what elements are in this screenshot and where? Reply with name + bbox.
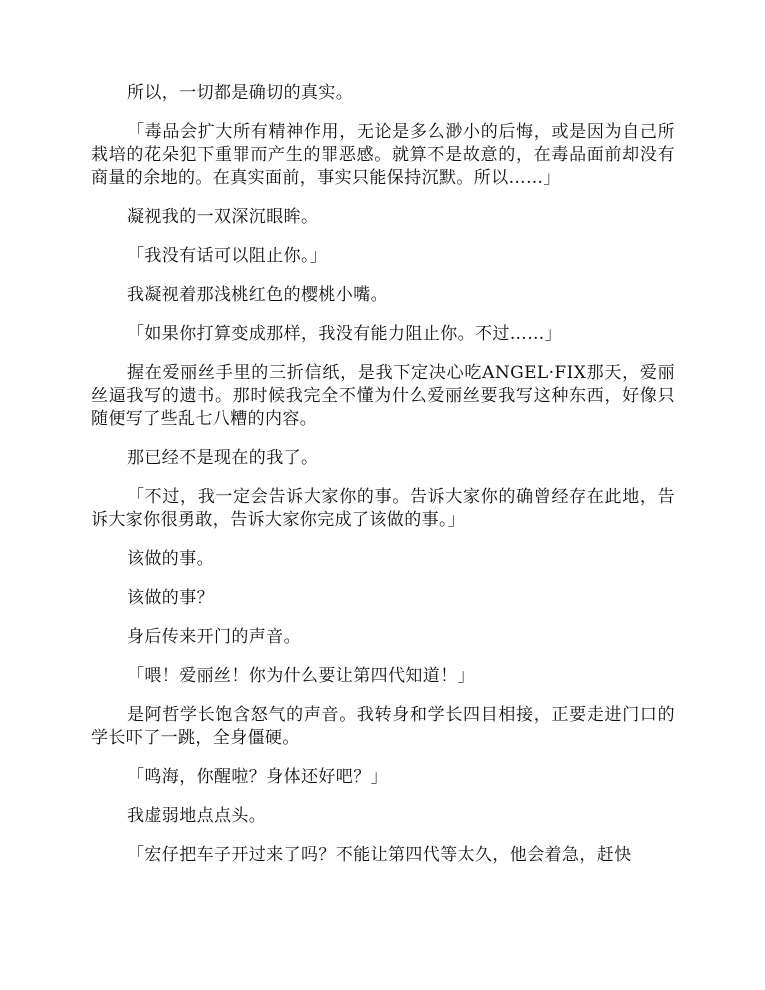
paragraph: 「宏仔把车子开过来了吗？不能让第四代等太久，他会着急，赶快: [127, 845, 632, 865]
paragraph: 该做的事。: [127, 549, 214, 569]
paragraph: 凝视我的一双深沉眼眸。: [127, 207, 319, 227]
paragraph: 那已经不是现在的我了。: [127, 448, 319, 468]
paragraph: 「喂！爱丽丝！你为什么要让第四代知道！」: [127, 666, 475, 686]
paragraph: 「鸣海，你醒啦？身体还好吧？」: [127, 767, 388, 787]
paragraph: 是阿哲学长饱含怒气的声音。我转身和学长四目相接，正要走进门口的学长吓了一跳，全身僵硬。: [91, 705, 675, 748]
book-page: [91, 82, 675, 883]
paragraph: 我凝视着那浅桃红色的樱桃小嘴。: [127, 285, 388, 305]
paragraph: 该做的事？: [127, 588, 214, 608]
paragraph: 「毒品会扩大所有精神作用，无论是多么渺小的后悔，或是因为自己所栽培的花朵犯下重罪而产生的罪恶感。就算不是故意的，在毒品面前却没有商量的余地的。在真实面前，事实只能保持沉默。所以……」: [91, 122, 675, 188]
paragraph: 所以，一切都是确切的真实。: [127, 83, 354, 103]
paragraph: 握在爱丽丝手里的三折信纸，是我下定决心吃ANGEL·FIX那天，爱丽丝逼我写的遗书。那时候我完全不懂为什么爱丽丝要我写这种东西，好像只随便写了些乱七八糟的内容。: [91, 363, 675, 429]
paragraph: 「不过，我一定会告诉大家你的事。告诉大家你的确曾经存在此地，告诉大家你很勇敢，告诉大家你完成了该做的事。」: [91, 487, 675, 530]
paragraph: 「我没有话可以阻止你。」: [127, 246, 328, 266]
paragraph: 我虚弱地点点头。: [127, 806, 267, 826]
paragraph: 「如果你打算变成那样，我没有能力阻止你。不过……」: [127, 324, 562, 344]
paragraph: 身后传来开门的声音。: [127, 627, 301, 647]
